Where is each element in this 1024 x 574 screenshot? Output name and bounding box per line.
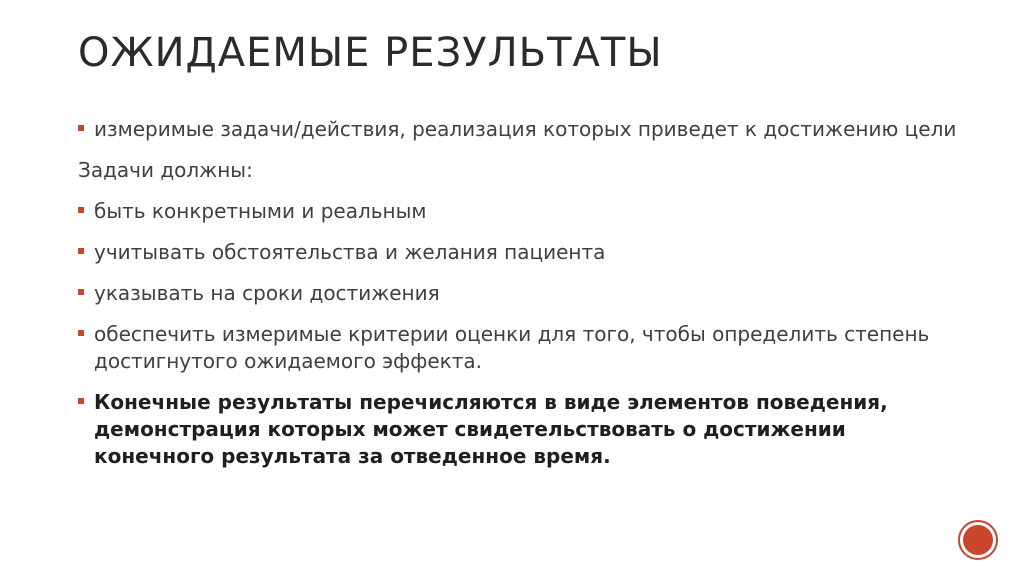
list-item bbox=[78, 239, 958, 266]
square-bullet-icon bbox=[78, 125, 84, 131]
list-item bbox=[78, 321, 958, 375]
task-bullet-text: быть конкретными и реальным bbox=[94, 199, 427, 223]
list-item-intro bbox=[78, 116, 958, 143]
slide-title: ОЖИДАЕМЫЕ РЕЗУЛЬТАТЫ bbox=[78, 30, 663, 76]
square-bullet-icon bbox=[78, 289, 84, 295]
tasks-heading: Задачи должны: bbox=[78, 158, 253, 182]
list-item bbox=[78, 198, 958, 225]
list-item bbox=[78, 280, 958, 307]
intro-bullet-text: измеримые задачи/действия, реализация которых приведет к достижению цели bbox=[94, 117, 957, 141]
square-bullet-icon bbox=[78, 330, 84, 336]
square-bullet-icon bbox=[78, 398, 84, 404]
task-bullet-text: обеспечить измеримые критерии оценки для того, чтобы определить степень достигнутого ожидаемого эффекта. bbox=[94, 322, 930, 373]
slide-body bbox=[78, 116, 958, 484]
final-bullet-text: Конечные результаты перечисляются в виде элементов поведения, демонстрация которых может свидетельствовать о достижении конечного результата за отведенное время. bbox=[94, 390, 888, 468]
task-bullet-text: указывать на сроки достижения bbox=[94, 281, 440, 305]
red-circle-inner bbox=[963, 525, 993, 555]
task-bullet-text: учитывать обстоятельства и желания пациента bbox=[94, 240, 606, 264]
list-item-final bbox=[78, 389, 958, 470]
red-circle-icon[interactable] bbox=[958, 520, 998, 560]
square-bullet-icon bbox=[78, 248, 84, 254]
square-bullet-icon bbox=[78, 207, 84, 213]
